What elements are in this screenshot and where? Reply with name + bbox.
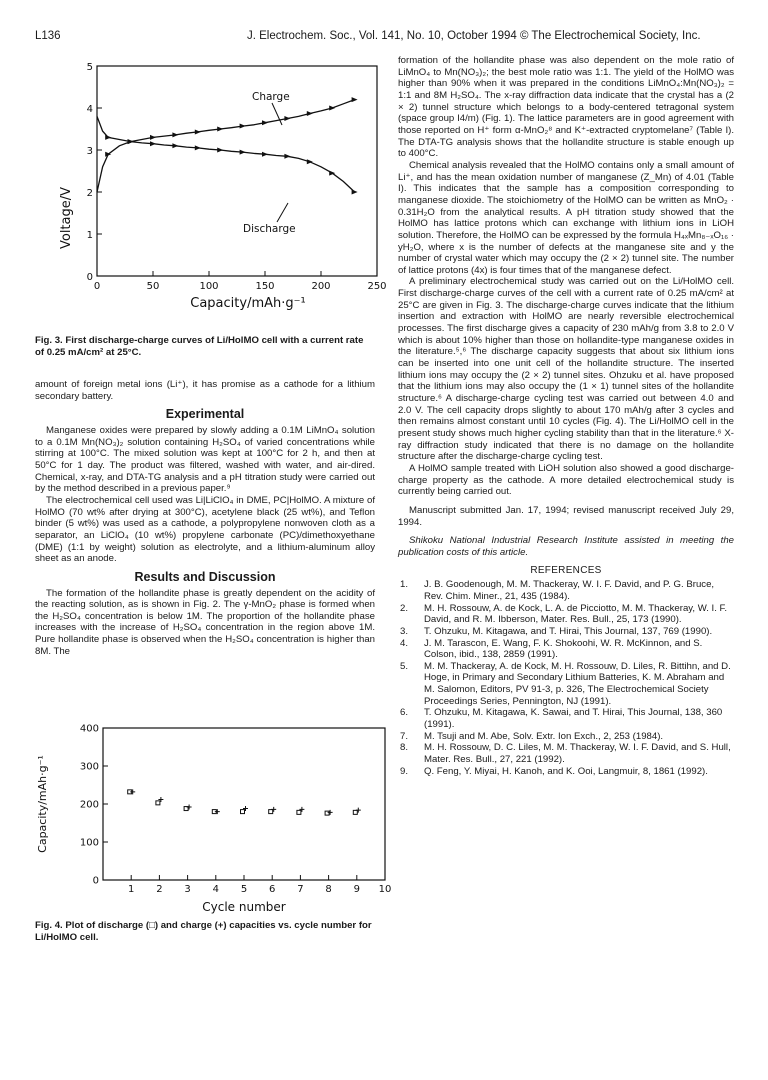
fig4-discharge-point [241,810,245,814]
fig4-chart [20,722,392,917]
fig3-xlabel: Capacity/mAh·g⁻¹ [190,296,306,311]
fig4-ytick-label: 400 [79,723,99,735]
reference-list [398,579,734,777]
reference-text: M. M. Thackeray, A. de Kock, M. H. Rossouw, D. Liles, R. Bittihn, and D. Hoge, in Primary and Secondary Lithium Batteries, K. M. Abraham and M. Salomon, Editors, PV 91-3, p. 326, The Electrochemical Society Proceedings Series, Pennington, NJ (1991). [424,660,731,707]
fig3-charge-marker [352,97,358,102]
results-heading: Results and Discussion [134,569,276,584]
reference-text: T. Ohzuku, M. Kitagawa, and T. Hirai, This Journal, 137, 769 (1990). [424,625,713,637]
fig4-xtick-label: 3 [184,884,191,895]
reference-number: 4. [400,637,409,649]
reference-text: M. Tsuji and M. Abe, Solv. Extr. Ion Exch., 2, 253 (1984). [424,730,664,742]
fig3-caption: Fig. 3. First discharge-charge curves of Li/HolMO cell with a current rate of 0.25 mA/cm² at 25°C. [35,335,364,358]
fig3-discharge-marker [150,141,156,146]
fig3-charge-marker [329,106,335,111]
reference-item [398,731,734,743]
right-paragraph-1: formation of the hollandite phase was also dependent on the mole ratio of LiMnO₄ to Mn(NO₃)₂; the best mole ratio was 1:1. The yield of the HolMO was higher than 90% when it was prepared in the conditions LiMnO₄:Mn(NO₃)₂ = 1:1 and 8M H₂SO₄. The x-ray diffraction data indicate that the crystal has a (2 × 2) tunnel structure which belongs to a body-centered tetragonal system (space group I4/m) (Fig. 1). The lattice parameters are in good agreement with those reported on H⁺ form α-MnO₂⁸ and K⁺-extracted cryptomelane⁷ (Table I). The DTA-TG analysis shows that the hollandite structure is stable enough up to 400°C. [398,55,734,160]
fig4-caption: Fig. 4. Plot of discharge (□) and charge (+) capacities vs. cycle number for Li/HolMO cell. [35,920,372,943]
reference-item [398,603,734,626]
fig4-xlabel: Cycle number [202,900,286,914]
references-heading: REFERENCES [530,564,602,576]
reference-text: M. H. Rossouw, A. de Kock, L. A. de Picciotto, M. M. Thackeray, W. I. F. David, and R. M. Ibberson, Mater. Res. Bull., 25, 173 (1990). [424,602,728,626]
fig4-discharge-point [353,810,357,814]
results-paragraph-1: The formation of the hollandite phase is greatly dependent on the acidity of the reacting solution, as is shown in Fig. 2. The γ-MnO₂ phase is formed when the H₂SO₄ concentration is below 1M. The proportion of the hollandite phase increases with the increase of H₂SO₄ concentration in the region above 1M. Pure hollandite phase is observed when the H₂SO₄ concentration is higher than 8M. The [35,587,375,657]
fig3-ytick-label: 5 [86,62,93,73]
fig4-charge-point [187,805,192,810]
fig3-ytick-label: 4 [86,104,93,115]
fig3-charge-label: Charge [252,91,290,103]
fig3-xtick-label: 150 [255,281,275,292]
fig3-charge-marker [284,116,290,121]
right-paragraph-3: A preliminary electrochemical study was carried out on the Li/HolMO cell. First discharge-charge curves of the cell with a current rate of 0.25 mA/cm² at 25°C are given in Fig. 3. The discharge-charge curves indicate that the lithium insertion and extraction with HolMO are nearly reversible electrochemical processes. The first discharge gives a capacity of 230 mAh/g from 3.8 to 2.0 V which is about 10% higher than those on hollandite-type manganese oxides in the literature.⁵,⁶ The discharge capacity suggests that about six lithium ions can be inserted into one unit cell of the hollandite structure. The inserted lithium ions may occupy the (2 × 2) tunnel sites. Ohzuku et al. have proposed that the lithium ions may also occupy the (1 × 1) tunnel sites of the hollandite structure.⁶ A discharge-charge cycling test was carried out between 4.0 and 2.0 V. The cell capacity drops slightly to about 170 mAh/g after 3 cycles and then remains almost constant until 10 cycles (Fig. 4). The Li/HolMO cell in the present study shows much higher cycling stability than that in the literature.⁶ X-ray diffraction study indicated that there is no damage on the hollandite structure after the discharge-charge cycling test. [398,276,734,463]
fig4-discharge-point [325,811,329,815]
fig4-frame [103,728,385,880]
fig4-discharge-point [269,810,273,814]
reference-text: J. M. Tarascon, E. Wang, F. K. Shokoohi, W. R. McKinnon, and S. Colson, ibid., 138, 2859 (1991). [424,637,703,661]
fig3-charge-marker [172,132,178,137]
reference-item [398,742,734,765]
fig4-xtick-label: 6 [269,884,276,895]
fig3-frame [97,66,377,276]
reference-number: 1. [400,579,409,591]
fig3-discharge-marker [352,190,358,195]
intro-end: amount of foreign metal ions (Li⁺), it has promise as a cathode for a lithium secondary battery. [35,379,375,402]
reference-text: T. Ohzuku, M. Kitagawa, K. Sawai, and T. Hirai, This Journal, 138, 360 (1991). [424,707,723,731]
reference-number: 5. [400,660,409,672]
fig4-ytick-label: 0 [92,875,99,887]
fig4-xtick-label: 9 [353,884,360,895]
fig3-xtick-label: 200 [311,281,331,292]
manuscript-dates: Manuscript submitted Jan. 17, 1994; revised manuscript received July 29, 1994. [398,504,734,528]
fig4-xtick-label: 2 [156,884,163,895]
reference-item [398,626,734,638]
reference-text: Q. Feng, Y. Miyai, H. Kanoh, and K. Ooi, Langmuir, 8, 1861 (1992). [424,765,708,777]
reference-number: 3. [400,625,409,637]
fig3-ytick-label: 0 [86,272,93,283]
reference-number: 8. [400,742,409,754]
fig3-discharge-marker [128,139,134,144]
reference-item [398,638,734,661]
fig4-xtick-label: 8 [325,884,332,895]
fig3-chart [20,55,387,315]
fig3-ytick-label: 3 [86,146,93,157]
fig4-xtick-label: 4 [212,884,219,895]
fig4-xtick-label: 7 [297,884,304,895]
fig4-charge-point [356,808,361,813]
exp-paragraph-1: Manganese oxides were prepared by slowly adding a 0.1M LiMnO₄ solution to a 0.1M Mn(NO₃)₂ solution containing H₂SO₄ of varied concentrations while stirring at 100°C. The mixed solution was kept at 100°C for 2 h, and then at 50°C for 1 day. The product was filtered, washed with water, and air-dired. Chemical, x-ray, and DTA-TG analysis and a pH titration study were carried out by the method described in a previous paper.⁹ [35,424,375,495]
fig3-charge-marker [150,135,156,140]
fig3-discharge-marker [262,152,268,157]
fig3-xtick-label: 50 [146,281,160,292]
reference-number: 7. [400,730,409,742]
fig3-xtick-label: 100 [199,281,219,292]
reference-number: 6. [400,707,409,719]
fig4-discharge-point [297,810,301,814]
reference-item [398,707,734,730]
fig3-charge-marker [262,120,268,125]
reference-number: 2. [400,602,409,614]
page-number: L136 [35,30,61,42]
acknowledgment: Shikoku National Industrial Research Institute assisted in meeting the publication costs of this article. [398,535,734,558]
fig4-charge-point [328,810,333,815]
fig3-charge-marker [217,127,223,132]
right-paragraph-4: A HolMO sample treated with LiOH solution also showed a good discharge-charge property as the cathode. A more detailed electrochemical study is currently being carried out. [398,462,734,498]
experimental-heading: Experimental [165,407,245,422]
fig3-ylabel: Voltage/V [59,186,74,250]
reference-number: 9. [400,765,409,777]
reference-item [398,579,734,602]
fig4-ytick-label: 300 [79,761,99,773]
fig3-xtick-label: 250 [367,281,387,292]
fig3-discharge-pointer [277,203,288,222]
exp-paragraph-2: The electrochemical cell used was Li|LiClO₄ in DME, PC|HolMO. A mixture of HolMO (70 wt% after drying at 300°C), acetylene black (25 wt%), and Teflon binder (5 wt%) was used as a cathode, a polypropylene nonwoven cloth as a separator, an LiClO₄ (10 wt%) propylene carbonate (PC)/dimethoxyethane (DME) (1:1 by weight) solution as electrolyte, and a lithium-aluminum alloy sheet as an anode. [35,494,375,565]
fig3-discharge-marker [307,159,313,164]
fig3-xtick-label: 0 [93,281,101,292]
fig4-xtick-label: 5 [240,884,248,895]
right-column [398,55,734,777]
fig4-charge-point [243,806,248,811]
running-header: J. Electrochem. Soc., Vol. 141, No. 10, October 1994 © The Electrochemical Society, Inc. [247,30,701,42]
fig4-xtick-label: 1 [128,884,135,895]
fig4-xtick-label: 10 [378,884,392,895]
fig4-ylabel: Capacity/mAh·g⁻¹ [36,755,49,853]
fig3-charge-marker [240,124,246,129]
reference-text: M. H. Rossouw, D. C. Liles, M. M. Thackeray, W. I. F. David, and S. Hull, Mater. Res. Bull., 27, 221 (1992). [424,742,731,766]
right-paragraph-2: Chemical analysis revealed that the HolMO contains only a small amount of Li⁺, and has the mean oxidation number of manganese (Z_Mn) of 4.01 (Table I). This indicates that the sample has a composition corresponding to manganese dioxide. The stoichiometry of the HolMO can be written as MnO₂ · 0.31H₂O from the analytical results. A pH titration study showed that the HolMO has lattice protons which can exchange with lithium ions in LiOH solution. Therefore, the HolMO can be expressed by the formula H₄ₓMn₈₋ₓO₁₆ · yH₂O, where x is the number of defects at the manganese site and y the number of crystal water which may occupy the (2 × 2) tunnel site. The number of lattice protons (4x) is four times that of the manganese defect. [398,159,734,276]
fig4-charge-point [299,807,304,812]
fig3-charge-marker [307,111,313,116]
fig3-discharge-marker [172,143,178,148]
fig4-ytick-label: 100 [79,837,99,849]
fig3-discharge-marker [105,135,111,140]
fig4-charge-point [271,807,276,812]
fig3-charge-marker [195,129,201,134]
fig3-ytick-label: 1 [86,230,93,241]
fig3-discharge-marker [217,148,223,153]
reference-text: J. B. Goodenough, M. M. Thackeray, W. I. F. David, and P. G. Bruce, Rev. Chim. Miner., 21, 435 (1984). [424,579,715,602]
fig3-discharge-marker [284,154,290,159]
fig4-ytick-label: 200 [79,799,99,811]
fig3-charge-line [97,100,355,192]
fig3-discharge-label: Discharge [243,223,296,235]
fig3-ytick-label: 2 [86,188,93,199]
fig3-discharge-marker [195,145,201,150]
fig3-discharge-marker [240,150,246,155]
reference-item [398,766,734,778]
fig4-discharge-point [156,801,160,805]
reference-item [398,661,734,708]
left-column [35,379,375,657]
